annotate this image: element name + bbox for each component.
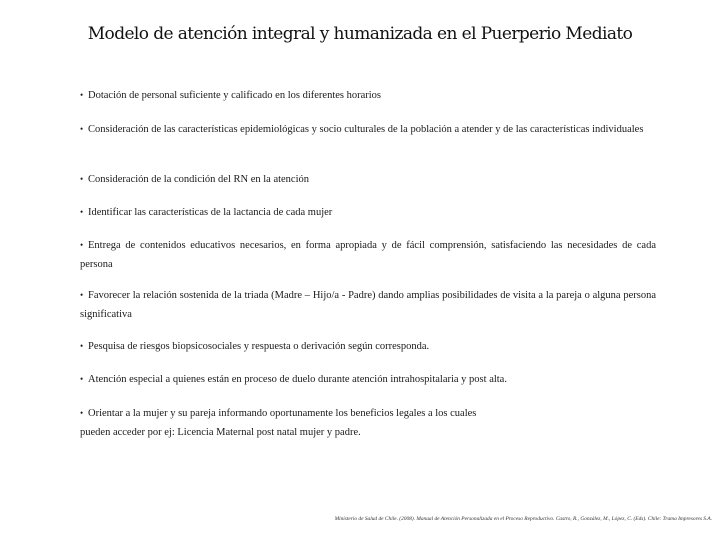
list-item (80, 404, 500, 442)
list-item-text: Dotación de personal suficiente y calificado en los diferentes horarios (88, 90, 382, 101)
list-item (80, 170, 656, 189)
bullet-icon: • (80, 90, 84, 100)
list-item (80, 203, 656, 222)
list-item (80, 120, 656, 139)
list-item (80, 236, 656, 274)
list-item (80, 86, 656, 105)
bullet-icon: • (80, 207, 84, 217)
list-item-text: Entrega de contenidos educativos necesarios, en forma apropiada y de fácil comprensión, satisfaciendo las necesidades de cada persona (80, 240, 656, 270)
list-item (80, 286, 656, 324)
slide-title: Modelo de atención integral y humanizada en el Puerperio Mediato (87, 24, 633, 44)
bullet-icon: • (80, 240, 84, 250)
list-item-text: Favorecer la relación sostenida de la triada (Madre – Hijo/a - Padre) dando amplias posibilidades de visita a la pareja o alguna persona significativa (80, 290, 656, 320)
list-item-text: Pesquisa de riesgos biopsicosociales y respuesta o derivación según corresponda. (88, 341, 430, 352)
list-item (80, 370, 656, 389)
bullet-icon: • (80, 174, 84, 184)
list-item-text: Consideración de la condición del RN en la atención (88, 174, 310, 185)
bullet-icon: • (80, 341, 84, 351)
list-item-text: Orientar a la mujer y su pareja informando oportunamente los beneficios legales a los cuales pueden acceder por ej: Licencia Maternal post natal mujer y padre. (80, 408, 477, 438)
list-item-text: Identificar las características de la lactancia de cada mujer (88, 207, 333, 218)
bullet-icon: • (80, 124, 84, 134)
bullet-icon: • (80, 374, 84, 384)
list-item-text: Atención especial a quienes están en proceso de duelo durante atención intrahospitalaria y post alta. (88, 374, 507, 385)
list-item-text: Consideración de las características epidemiológicas y socio culturales de la población a atender y de las características individuales (88, 124, 644, 135)
list-item (80, 337, 656, 356)
citation-footer: Ministerio de Salud de Chile. (2008). Manual de Atención Personalizada en el Proceso Reproductivo. Castro, R., González, M., López, C. (Eds). Chile: Trama Impresores S.A. (334, 516, 712, 522)
bullet-icon: • (80, 290, 84, 300)
bullet-icon: • (80, 408, 84, 418)
